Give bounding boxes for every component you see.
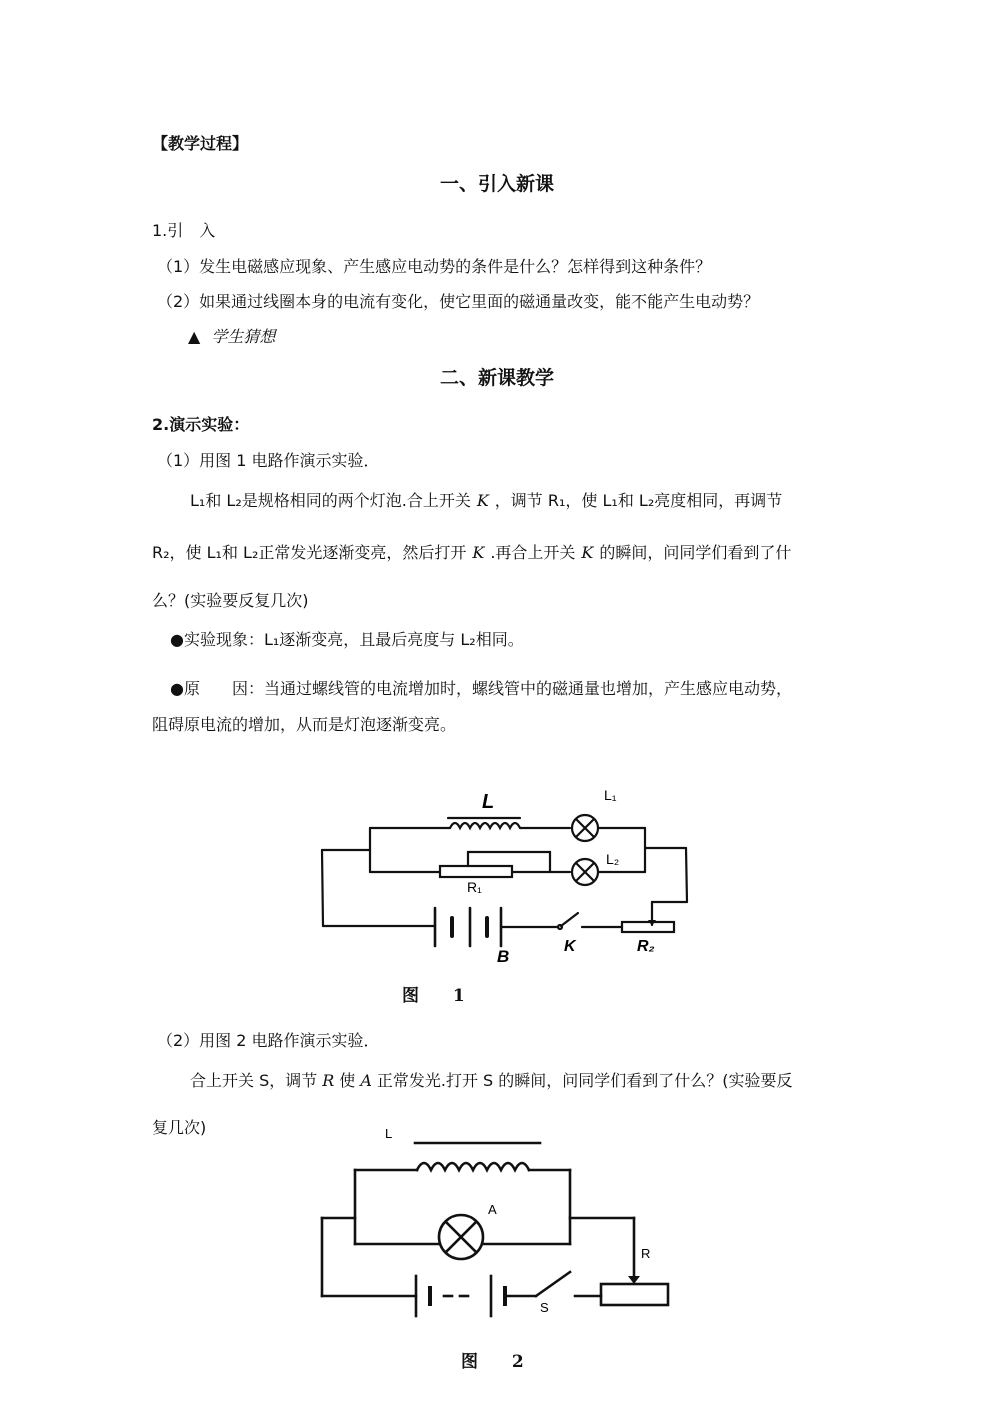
exp1-text-d: .再合上开关 <box>490 543 576 562</box>
fig1-label-r1: R₁ <box>467 879 482 895</box>
fig2-label-r: R <box>641 1246 651 1261</box>
fig2-label-a: A <box>488 1202 497 1217</box>
fig1-label-k: K <box>564 938 576 955</box>
fig2-label-l: L <box>385 1126 393 1141</box>
triangle-marker-icon: ▲ <box>188 327 201 346</box>
resistor-r-symbol: R <box>322 1071 335 1090</box>
heading-intro: 一、引入新课 <box>440 173 555 195</box>
item2-title: 2.演示实验： <box>152 415 250 434</box>
figure-2-caption: 图 2 <box>461 1352 538 1372</box>
exp2-text-b: 使 <box>339 1071 356 1090</box>
item1-title: 1.引 入 <box>152 221 216 240</box>
fig1-label-r2: R₂ <box>637 938 655 955</box>
heading-new-lesson: 二、新课教学 <box>440 367 555 389</box>
exp2-text-a: 合上开关 S，调节 <box>190 1071 318 1090</box>
exp2-intro: （2）用图 2 电路作演示实验． <box>157 1031 380 1050</box>
guess-text: 学生猜想 <box>211 327 276 346</box>
question-2: （2）如果通过线圈本身的电流有变化，使它里面的磁通量改变，能不能产生电动势？ <box>157 292 760 311</box>
exp1-text-c: R₂，使 L₁和 L₂正常发光逐渐变亮，然后打开 <box>152 543 467 562</box>
exp1-text-e: 的瞬间，问同学们看到了什 <box>599 543 792 562</box>
exp1-text-a: L₁和 L₂是规格相同的两个灯泡.合上开关 <box>190 491 471 510</box>
reason-line1: ●原 因：当通过螺线管的电流增加时，螺线管中的磁通量也增加，产生感应电动势， <box>170 679 792 698</box>
question-1: （1）发生电磁感应现象、产生感应电动势的条件是什么？怎样得到这种条件？ <box>157 257 712 276</box>
fig2-label-s: S <box>540 1300 549 1315</box>
inductor-coil-icon <box>417 1163 529 1170</box>
phenomenon: ●实验现象：L₁逐渐变亮，且最后亮度与 L₂相同。 <box>170 630 524 649</box>
rheostat-r-icon <box>601 1284 668 1305</box>
switch-k-symbol: K <box>581 543 594 562</box>
fig1-label-l: L <box>482 791 495 813</box>
figure-1-caption: 图 1 <box>402 986 479 1006</box>
lamp-a-symbol: A <box>360 1071 372 1090</box>
switch-k-symbol: K <box>472 543 485 562</box>
reason-line2: 阻碍原电流的增加，从而是灯泡逐渐变亮。 <box>152 715 457 734</box>
exp2-text-c: 正常发光.打开 S 的瞬间，问同学们看到了什么？(实验要反 <box>376 1071 793 1090</box>
fig1-label-b: B <box>497 947 510 966</box>
switch-k-symbol: K <box>476 491 489 510</box>
exp1-paragraph-line3: 么？(实验要反复几次) <box>152 591 309 610</box>
fig1-label-l1: L₁ <box>604 787 617 803</box>
exp1-text-b: ，调节 R₁，使 L₁和 L₂亮度相同，再调节 <box>494 491 783 510</box>
exp1-intro: （1）用图 1 电路作演示实验． <box>157 451 380 470</box>
section-label: 【教学过程】 <box>152 134 249 153</box>
exp2-paragraph-line2: 复几次) <box>152 1118 207 1137</box>
switch-s-icon <box>536 1272 570 1296</box>
fig1-label-l2: L₂ <box>606 851 620 867</box>
